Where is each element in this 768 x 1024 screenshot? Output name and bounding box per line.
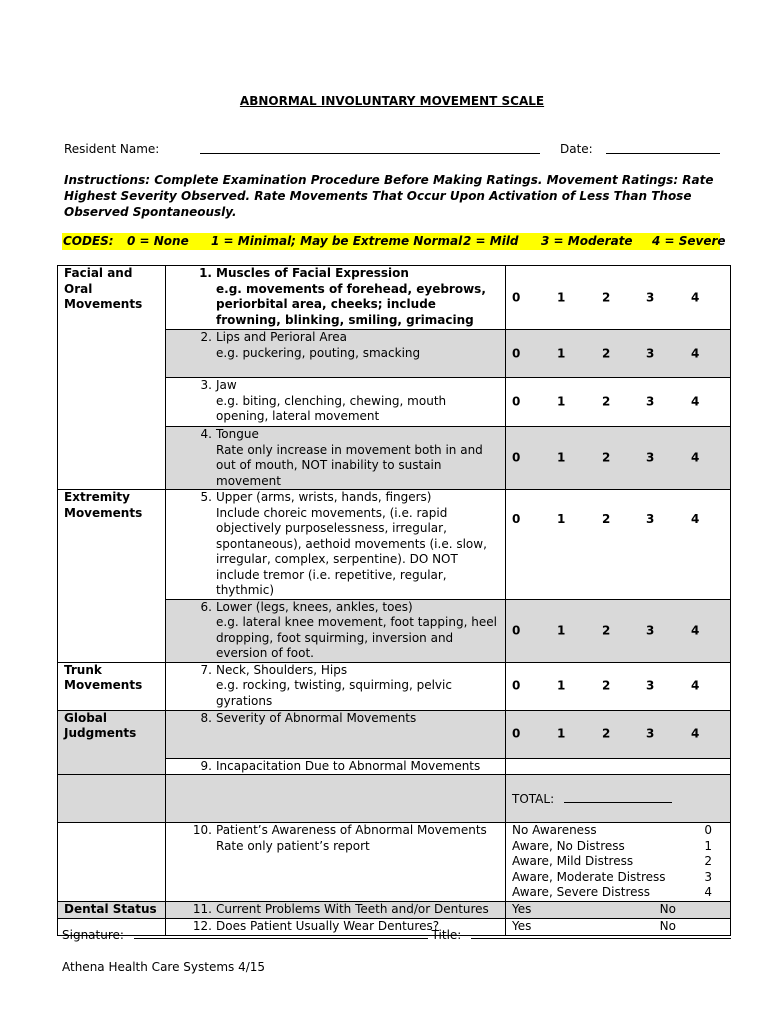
no-option: No (659, 918, 676, 933)
instructions: Instructions: Complete Examination Procedure Before Making Ratings. Movement Ratings: Rate Highest Severity Observed. Rate Movements That Occur Upon Activation of Less Than Those Observed Spontaneously. (64, 173, 714, 219)
signature-field[interactable] (134, 926, 428, 939)
code-1: 1 = Minimal; May be Extreme Normal (211, 234, 463, 248)
signature-line (62, 926, 731, 942)
item-10: 10. Patient’s Awareness of Abnormal Movements Rate only patient’s report (166, 823, 506, 902)
title-label: Title: (431, 928, 462, 942)
awareness-options (506, 823, 731, 902)
code-2: 2 = Mild (463, 234, 519, 248)
table-row (58, 490, 731, 600)
item-4: 4. Tongue Rate only increase in movement both in and out of mouth, NOT inability to sustain movement (166, 427, 506, 490)
yes-option: Yes (512, 918, 532, 933)
item-5: 5. Upper (arms, wrists, hands, fingers) Include choreic movements, (i.e. rapid objectively purposelessness, irregular, spontaneous), aethoid movements (i.e. slow, irregular, complex, serpentine). DO NOT include tremor (i.e. repetitive, regular, thythmic) (166, 490, 506, 600)
category-dental: Dental Status (58, 901, 166, 918)
code-4: 4 = Severe (652, 234, 726, 248)
category-facial: Facial and Oral Movements (58, 266, 166, 490)
item-6: 6. Lower (legs, knees, ankles, toes) e.g. lateral knee movement, foot tapping, heel dropping, foot squirming, inversion and eversion of foot. (166, 599, 506, 662)
resident-name-label: Resident Name: (64, 142, 160, 156)
yes-option: Yes (512, 901, 532, 916)
table-row (58, 823, 731, 902)
item-3: 3. Jaw e.g. biting, clenching, chewing, mouth opening, lateral movement (166, 378, 506, 427)
item-9-score-cell (506, 758, 731, 775)
awareness-option[interactable]: No Awareness 0 (512, 823, 712, 837)
title-field[interactable] (471, 926, 731, 939)
item-8: 8. Severity of Abnormal Movements (166, 710, 506, 758)
total-spacer-left (58, 775, 166, 823)
aims-table (57, 265, 731, 936)
signature-label: Signature: (62, 928, 124, 942)
footer-text: Athena Health Care Systems 4/15 (62, 960, 266, 974)
date-field[interactable] (606, 141, 720, 154)
date-label: Date: (560, 142, 593, 156)
item-7: 7. Neck, Shoulders, Hips e.g. rocking, twisting, squirming, pelvic gyrations (166, 662, 506, 710)
rating-options-6[interactable]: 0 1 2 3 4 (506, 599, 731, 662)
category-extremity: Extremity Movements (58, 490, 166, 663)
table-row (58, 662, 731, 710)
rating-options-4[interactable]: 0 1 2 3 4 (506, 427, 731, 490)
table-row (58, 710, 731, 758)
category-trunk: Trunk Movements (58, 662, 166, 710)
item-11: 11. Current Problems With Teeth and/or Dentures (166, 901, 506, 918)
awareness-option[interactable]: Aware, No Distress 1 (512, 838, 712, 853)
code-0: 0 = None (127, 234, 189, 248)
item-11-yes-no[interactable] (506, 901, 731, 918)
rating-options-5[interactable]: 0 1 2 3 4 (506, 490, 731, 600)
total-field[interactable] (564, 790, 672, 803)
codes-label: CODES: (63, 234, 114, 248)
table-row (58, 266, 731, 330)
rating-options-2[interactable]: 0 1 2 3 4 (506, 330, 731, 378)
category-global: Global Judgments (58, 710, 166, 775)
item-12: 12. Does Patient Usually Wear Dentures? (166, 918, 506, 935)
total-spacer-mid (166, 775, 506, 823)
table-row (58, 901, 731, 918)
item-2: 2. Lips and Perioral Area e.g. puckering, pouting, smacking (166, 330, 506, 378)
table-row (58, 775, 731, 823)
no-option: No (659, 901, 676, 916)
resident-name-field[interactable] (200, 141, 540, 154)
item-1: 1. Muscles of Facial Expression e.g. movements of forehead, eyebrows, periorbital area, cheeks; include frowning, blinking, smiling, grimacing (166, 266, 506, 330)
awareness-option[interactable]: Aware, Mild Distress 2 (512, 854, 712, 868)
rating-options-8[interactable]: 0 1 2 3 4 (506, 710, 731, 758)
total-label: TOTAL: (512, 791, 555, 806)
item-9: 9. Incapacitation Due to Abnormal Movements (166, 758, 506, 775)
rating-options-3[interactable]: 0 1 2 3 4 (506, 378, 731, 427)
awareness-option[interactable]: Aware, Moderate Distress 3 (512, 869, 712, 884)
rating-options-1[interactable]: 0 1 2 3 4 (506, 266, 731, 330)
page-title: ABNORMAL INVOLUNTARY MOVEMENT SCALE (239, 94, 545, 108)
awareness-category-cell (58, 823, 166, 902)
total-cell (506, 775, 731, 823)
codes-bar (62, 233, 726, 250)
awareness-option[interactable]: Aware, Severe Distress 4 (512, 885, 712, 899)
rating-options-7[interactable]: 0 1 2 3 4 (506, 662, 731, 710)
code-3: 3 = Moderate (541, 234, 633, 248)
